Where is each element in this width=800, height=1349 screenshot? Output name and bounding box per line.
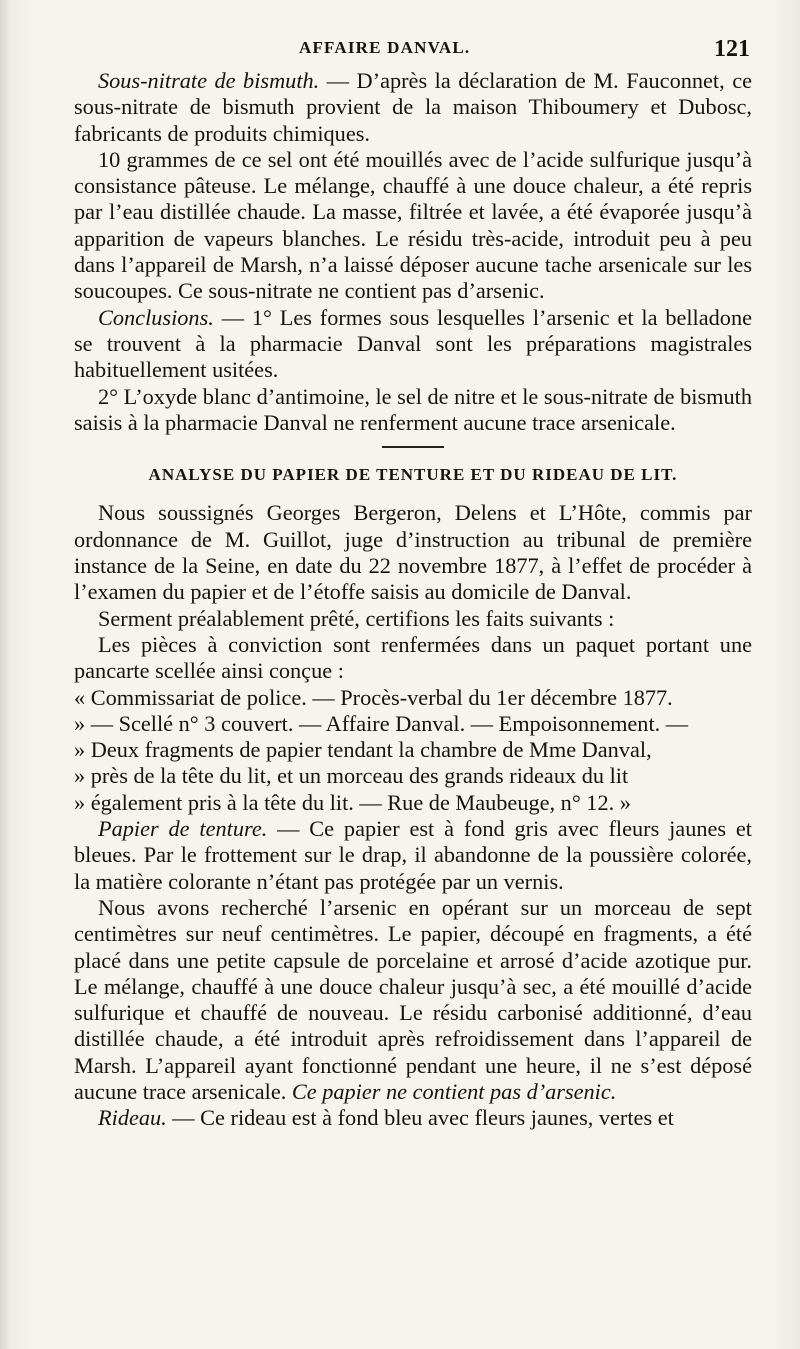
paragraph-oath: Serment préalablement prêté, certifions les faits suivants : — [98, 605, 615, 631]
paragraph-conclusion: Ce papier ne contient pas d’arsenic. — [286, 1078, 617, 1104]
quote-line: » près de la tête du lit, et un morceau des grands rideaux du lit — [74, 763, 629, 789]
quote-line: » — Scellé n° 3 couvert. — Affaire Danval. — Empoisonnement. — — [74, 710, 689, 736]
paragraph-bismuth — [74, 68, 752, 147]
quote-line: « Commissariat de police. — Procès-verbal du 1er décembre 1877. — [74, 684, 673, 710]
paragraph-exhibits: Les pièces à conviction sont renfermées dans un paquet portant une pancarte scellée ainsi conçue : — [74, 631, 752, 684]
paragraph-wallpaper — [74, 816, 752, 895]
paragraph-arsenic-test — [74, 895, 752, 1105]
paragraph-label: Conclusions. — [98, 304, 214, 330]
main-text — [74, 68, 752, 1132]
paragraph-text: — Ce rideau est à fond bleu avec fleurs jaunes, vertes et — [166, 1105, 674, 1131]
section-divider — [382, 446, 444, 448]
quote-line: » également pris à la tête du lit. — Rue de Maubeuge, n° 12. » — [74, 789, 631, 815]
page-number: 121 — [714, 36, 750, 62]
quote-line: » Deux fragments de papier tendant la chambre de Mme Danval, — [74, 737, 652, 763]
paragraph-curtain — [74, 1105, 752, 1131]
paragraph-experiment: 10 grammes de ce sel ont été mouillés avec de l’acide sulfurique jusqu’à consistance pâteuse. Le mélange, chauffé à une douce chaleur, a été repris par l’eau distillée chaude. La masse, filtrée et lavée, a été évaporée jusqu’à apparition de vapeurs blanches. Le résidu très-acide, introduit peu à peu dans l’appareil de Marsh, n’a laissé déposer aucune tache arsenicale sur les soucoupes. Ce sous-nitrate ne contient pas d’arsenic. — [74, 146, 752, 304]
paragraph-label: Papier de tenture. — [98, 816, 268, 842]
section-title: ANALYSE DU PAPIER DE TENTURE ET DU RIDEAU DE LIT. — [148, 465, 678, 485]
paragraph-label: Rideau. — [98, 1105, 167, 1131]
paragraph-conclusion-2: 2° L’oxyde blanc d’antimoine, le sel de nitre et le sous-nitrate de bismuth saisis à la pharmacie Danval ne renferment aucune trace arsenicale. — [74, 383, 752, 435]
paragraph-text: — Ce papier est à fond gris avec fleurs jaunes et bleues. Par le frottement sur le drap, il abandonne de la poussière colorée, la matière colorante n’étant pas protégée par un vernis. — [74, 816, 752, 894]
page-header — [74, 30, 752, 68]
running-title: AFFAIRE DANVAL. — [299, 38, 471, 57]
paragraph-intro: Nous soussignés Georges Bergeron, Delens et L’Hôte, commis par ordonnance de M. Guillot, juge d’instruction au tribunal de première instance de la Seine, en date du 22 novembre 1877, à l’effet de procéder à l’examen du papier et de l’étoffe saisis au domicile de Danval. — [74, 500, 752, 605]
paragraph-text: Nous avons recherché l’arsenic en opérant sur un morceau de sept centimètres sur neuf centimètres. Le papier, découpé en fragments, a été placé dans une petite capsule de porcelaine et arrosé d’acide azotique pur. Le mélange, chauffé à une douce chaleur jusqu’à sec, a été mouillé d’acide sulfurique et chauffé de nouveau. Le résidu carbonisé additionné, d’eau distillée chaude, a été introduit après refroidissement dans l’appareil de Marsh. L’appareil ayant fonctionné pendant une heure, il ne s’est déposé aucune trace arsenicale. — [74, 894, 752, 1104]
paragraph-label: Sous-nitrate de bismuth. — [98, 68, 320, 93]
paragraph-text: — D’après la déclaration de M. Fauconnet, ce sous-nitrate de bismuth provient de la maison Thiboumery et Dubosc, fabricants de produits chimiques. — [74, 68, 752, 146]
paragraph-text: — 1° Les formes sous lesquelles l’arsenic et la belladone se trouvent à la pharmacie Danval sont les préparations magistrales habituellement usitées. — [74, 304, 752, 383]
paragraph-conclusions — [74, 305, 752, 384]
